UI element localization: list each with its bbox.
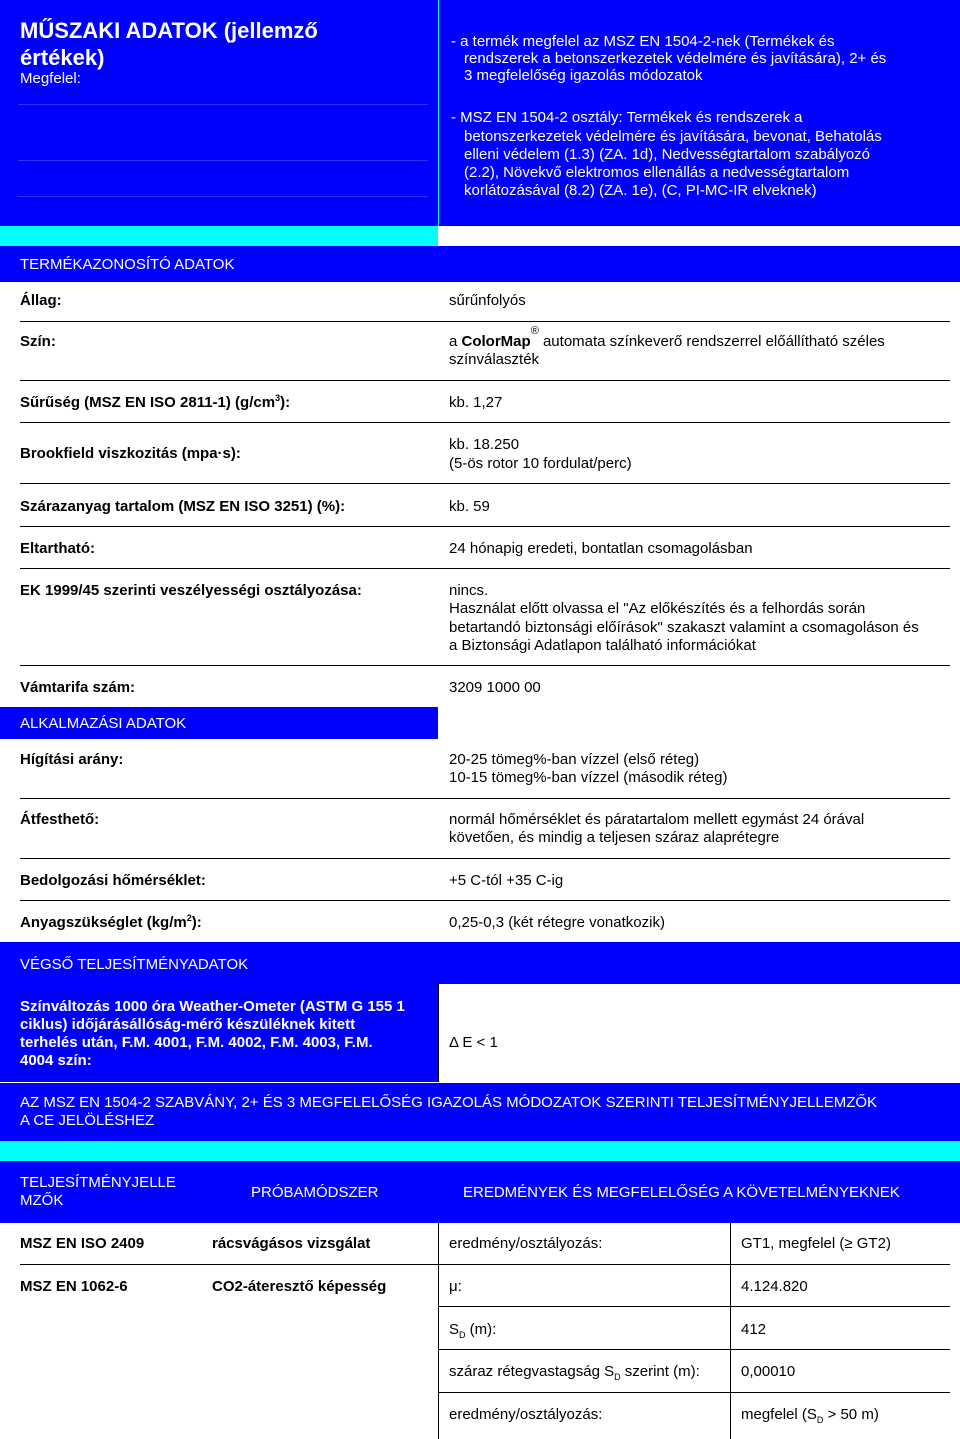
density-label: Sűrűség (MSZ EN ISO 2811-1) $(g/cm^3)$:: [20, 393, 291, 411]
row2-standard: MSZ EN 1062-6: [20, 1278, 128, 1295]
page-subtitle: Megfelel:: [20, 70, 81, 87]
row-divider: [20, 568, 950, 569]
storage-value: 24 hónapig eredeti, bontatlan csomagolásban: [449, 540, 753, 557]
ce-title-cont: A CE JELÖLÉSHEZ: [20, 1112, 155, 1129]
row2-dry-value: 0,00010: [741, 1363, 796, 1380]
ce-col-performance: TELJESÍTMÉNYJELLE: [20, 1174, 176, 1191]
page-title: MŰSZAKI ADATOK (jellemző: [20, 18, 318, 43]
spacer-strip: [0, 226, 438, 246]
row-divider: [20, 665, 950, 666]
row-divider: [20, 798, 950, 799]
customs-value: 3209 1000 00: [449, 679, 541, 696]
ce-col-method: PRÓBAMÓDSZER: [251, 1184, 379, 1201]
row2-class-label: eredmény/osztályozás:: [449, 1406, 603, 1423]
temperature-label: Bedolgozási hőmérséklet:: [20, 872, 206, 889]
customs-label: Vámtarifa szám:: [20, 679, 136, 696]
row-divider: [20, 1264, 950, 1265]
row2-mu-value: 4.124.820: [741, 1278, 808, 1295]
row-divider: [20, 483, 950, 484]
row-divider: [20, 526, 950, 527]
row2-class-value: megfelel ($S_D > 50$ m): [741, 1406, 879, 1425]
ce-title: AZ MSZ EN 1504-2 SZABVÁNY, 2+ ÉS 3 MEGFELELŐSÉG IGAZOLÁS MÓDOZATOK SZERINTI TELJESÍTMÉNYJELLEMZŐK: [20, 1094, 878, 1111]
row-divider: [20, 858, 950, 859]
viscosity-label: Brookfield viszkozitás (mpa·s):: [20, 445, 241, 462]
recoat-value: normál hőmérséklet és páratartalom mellett egymást 24 órával: [449, 811, 865, 828]
dilution-label: Hígítási arány:: [20, 751, 124, 768]
performance-section-title: VÉGSŐ TELJESÍTMÉNYADATOK: [20, 956, 249, 973]
row1-standard: MSZ EN ISO 2409: [20, 1235, 145, 1252]
page-title-cont: értékek): [20, 45, 105, 70]
viscosity-value: kb. 18.250: [449, 436, 520, 453]
hazard-label: EK 1999/45 szerinti veszélyességi osztályozása:: [20, 582, 362, 599]
color-value-cont: színválaszték: [449, 351, 540, 368]
solids-value: kb. 59: [449, 498, 490, 515]
state-value: sűrűnfolyós: [449, 292, 526, 309]
row-divider: [438, 1349, 950, 1350]
application-section-title: ALKALMAZÁSI ADATOK: [20, 715, 187, 732]
ce-col-results: EREDMÉNYEK ÉS MEGFELELŐSÉG A KÖVETELMÉNYEKNEK: [463, 1184, 900, 1201]
state-label: Állag:: [20, 292, 62, 309]
row-divider: [20, 900, 950, 901]
recoat-value-cont: követően, és mindig a teljesen száraz alaprétegre: [449, 829, 780, 846]
row-divider: [20, 422, 950, 423]
row2-mu-label: μ:: [449, 1278, 462, 1295]
row1-method: rácsvágásos vizsgálat: [212, 1235, 371, 1252]
dilution-value: 20-25 tömeg%-ban vízzel (első réteg): [449, 751, 700, 768]
header-rule: [18, 196, 428, 197]
temperature-value: +5 C-tól +35 C-ig: [449, 872, 564, 889]
color-change-value: Δ E < 1: [449, 1034, 498, 1051]
viscosity-value-cont: (5-ös rotor 10 fordulat/perc): [449, 455, 632, 472]
density-value: kb. 1,27: [449, 394, 503, 411]
row1-result-value: GT1, megfelel (≥ GT2): [741, 1235, 891, 1252]
product-section-title: TERMÉKAZONOSÍTÓ ADATOK: [20, 256, 235, 273]
row-divider: [20, 321, 950, 322]
row-divider: [20, 380, 950, 381]
spacer-strip: [0, 1141, 960, 1161]
solids-label: Szárazanyag tartalom (MSZ EN ISO 3251) (%):: [20, 498, 346, 515]
row2-sd-value: 412: [741, 1321, 767, 1338]
row2-method: CO2-áteresztő képesség: [212, 1278, 387, 1295]
ce-col-performance-cont: MZŐK: [20, 1192, 64, 1209]
recoat-label: Átfesthető:: [20, 811, 100, 828]
row1-result-label: eredmény/osztályozás:: [449, 1235, 603, 1252]
row2-sd-label: $S_D$ (m):: [449, 1321, 497, 1340]
cell-border: [730, 1223, 731, 1439]
row-divider: [438, 1392, 950, 1393]
dilution-value-cont: 10-15 tömeg%-ban vízzel (második réteg): [449, 769, 728, 786]
row-divider: [438, 1306, 950, 1307]
consumption-label: Anyagszükséglet $(kg/m^2)$:: [20, 913, 202, 931]
cell-border: [438, 1223, 439, 1439]
storage-label: Eltartható:: [20, 540, 95, 557]
header-rule: [18, 104, 428, 105]
color-value: a ColorMap® automata színkeverő rendszerrel előállítható széles: [449, 325, 885, 350]
header-divider: [438, 0, 439, 226]
consumption-value: 0,25-0,3 (két rétegre vonatkozik): [449, 914, 665, 931]
header-rule: [18, 160, 428, 161]
color-label: Szín:: [20, 333, 56, 350]
cell-border: [438, 984, 439, 1082]
row2-dry-label: száraz rétegvastagság $S_D$ szerint (m):: [449, 1363, 700, 1382]
